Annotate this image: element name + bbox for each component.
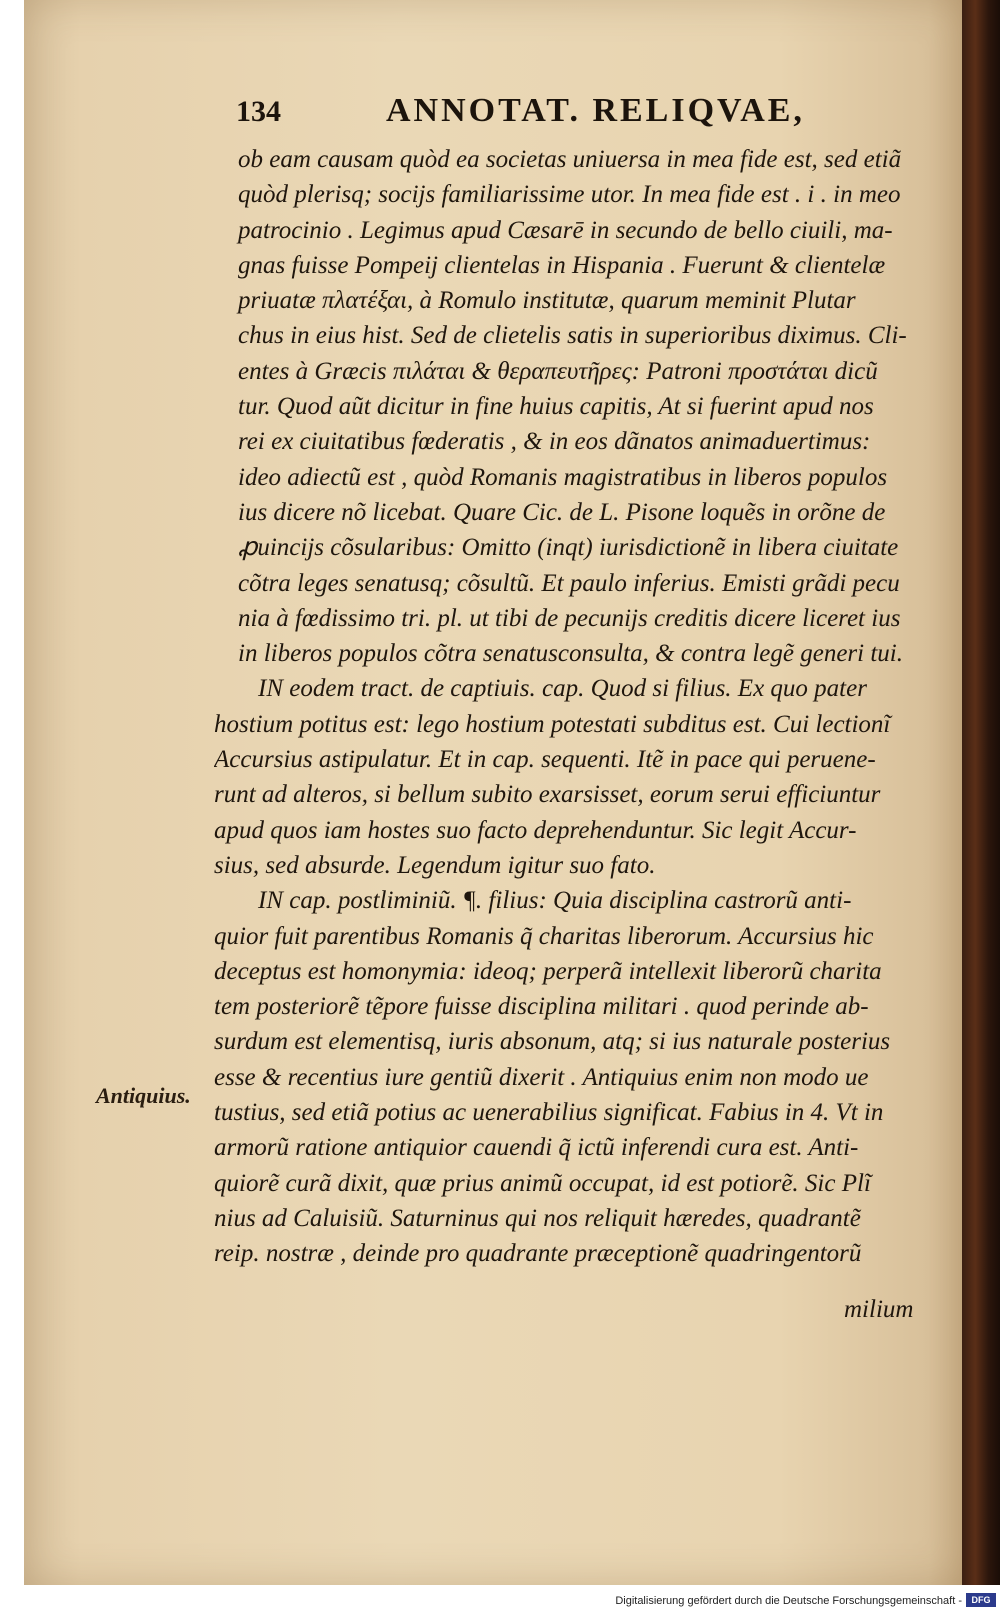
text-line: chus in eius hist. Sed de clietelis satis in superioribus diximus. Cli-: [238, 322, 907, 350]
text-line: ius dicere nõ licebat. Quare Cic. de L. Pisone loquẽs in orõne de: [238, 498, 886, 526]
text-line: sius, sed absurde. Legendum igitur suo fato.: [214, 851, 656, 879]
paragraph-block-2: [214, 671, 944, 1271]
text-block: [214, 92, 944, 1272]
text-line: nius ad Caluisiũ. Saturninus qui nos reliquit hæredes, quadrantẽ: [214, 1204, 861, 1232]
text-line: tur. Quod aũt dicitur in fine huius capitis, At si fuerint apud nos: [238, 393, 874, 421]
text-line: tem posteriorẽ tẽpore fuisse disciplina militari . quod perinde ab-: [214, 993, 869, 1021]
text-line: armorũ ratione antiquior cauendi q̃ ictũ inferendi cura est. Anti-: [214, 1134, 859, 1162]
text-line: esse & recentius iure gentiũ dixerit . Antiquius enim non modo ue: [214, 1063, 869, 1091]
text-line: surdum est elementisq, iuris absonum, atq; si ius naturale posterius: [214, 1028, 891, 1056]
paragraph-block-1: [214, 142, 944, 671]
text-line: reip. nostræ , deinde pro quadrante præceptionẽ quadringentorũ: [214, 1240, 862, 1268]
text-line: ꝓuincijs cõsularibus: Omitto (inqt) iurisdictionẽ in libera ciuitate: [238, 534, 899, 562]
dfg-logo: DFG: [966, 1593, 996, 1607]
text-line: entes à Græcis πιλάται & θεραπευτῆρες: Patroni προστάται dicũ: [238, 357, 878, 385]
text-line: quòd plerisq; socijs familiarissime utor. In mea fide est . i . in meo: [238, 181, 901, 209]
text-line: cõtra leges senatusq; cõsultũ. Et paulo inferius. Emisti grãdi pecu: [238, 569, 900, 597]
text-line: IN eodem tract. de captiuis. cap. Quod si filius. Ex quo pater: [258, 675, 867, 703]
text-line: quiorẽ curã dixit, quæ prius animũ occupat, id est potiorẽ. Sic Plĩ: [214, 1169, 871, 1197]
book-page: [24, 0, 966, 1585]
catchword: milium: [844, 1296, 914, 1323]
text-line: IN cap. postliminiũ. ¶. filius: Quia disciplina castrorũ anti-: [258, 887, 852, 915]
text-line: in liberos populos cõtra senatusconsulta, & contra legẽ generi tui.: [238, 640, 903, 668]
page-number: 134: [236, 95, 281, 128]
funding-credit: Digitalisierung gefördert durch die Deutsche Forschungsgemeinschaft -: [615, 1595, 962, 1607]
running-title: ANNOTAT. RELIQVAE,: [386, 92, 805, 129]
text-line: runt ad alteros, si bellum subito exarsisset, eorum serui efficiuntur: [214, 781, 881, 809]
text-line: priuatæ πλατέξαι, à Romulo institutæ, quarum meminit Plutar: [238, 287, 856, 315]
text-line: apud quos iam hostes suo facto deprehenduntur. Sic legit Accur-: [214, 816, 857, 844]
text-line: quior fuit parentibus Romanis q̃ charitas liberorum. Accursius hic: [214, 922, 874, 950]
text-line: deceptus est homonymia: ideoq; perperã intellexit liberorũ charita: [214, 957, 882, 985]
text-line: patrocinio . Legimus apud Cæsarē in secundo de bello ciuili, ma-: [238, 216, 893, 244]
digitization-footer: [0, 1591, 1000, 1619]
text-line: tustius, sed etiã potius ac uenerabilius significat. Fabius in 4. Vt in: [214, 1099, 884, 1127]
margin-note: Antiquius.: [96, 1083, 191, 1108]
text-line: ideo adiectũ est , quòd Romanis magistratibus in liberos populos: [238, 463, 888, 491]
text-line: ob eam causam quòd ea societas uniuersa in mea fide est, sed etiã: [238, 146, 902, 173]
text-line: rei ex ciuitatibus fœderatis , & in eos dãnatos animaduertimus:: [238, 428, 871, 456]
text-line: nia à fœdissimo tri. pl. ut tibi de pecunijs creditis dicere liceret ius: [238, 604, 901, 632]
text-line: gnas fuisse Pompeij clientelas in Hispania . Fuerunt & clientelæ: [238, 251, 886, 279]
text-line: Accursius astipulatur. Et in cap. sequenti. Itẽ in pace qui peruene-: [214, 746, 876, 774]
running-head: [214, 92, 944, 142]
book-edge: [962, 0, 1000, 1585]
text-line: hostium potitus est: lego hostium potestati subditus est. Cui lectionĩ: [214, 710, 891, 738]
